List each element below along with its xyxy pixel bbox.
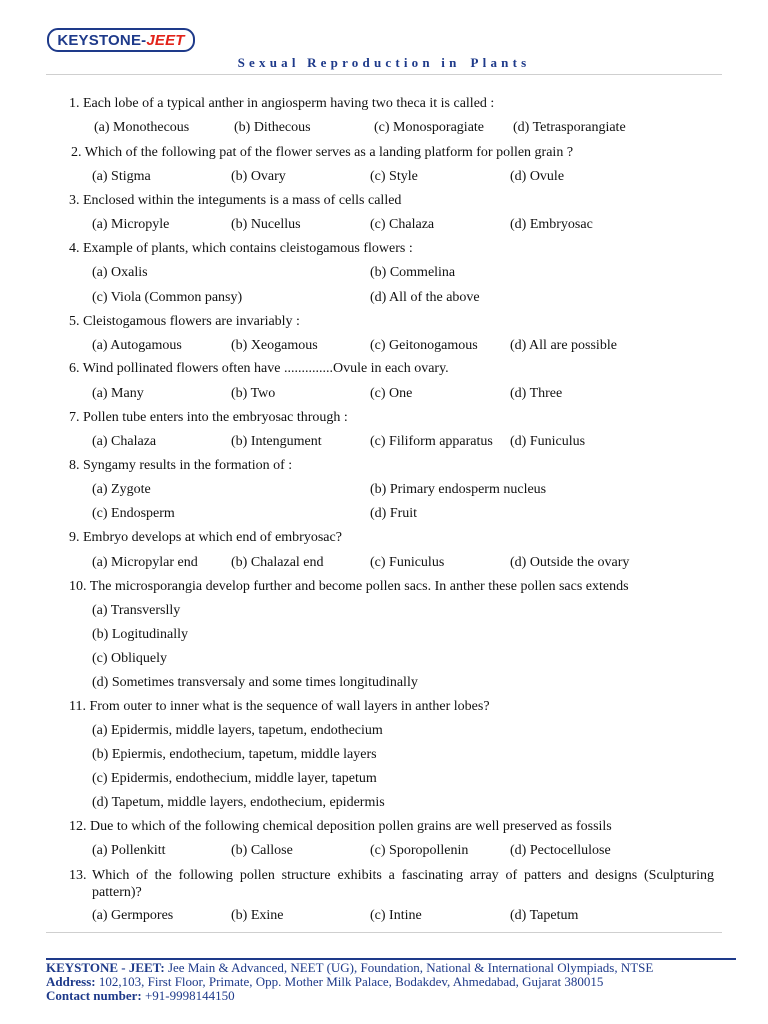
question-7: 7. Pollen tube enters into the embryosac through : [69,410,348,425]
option: (a) Chalaza [92,434,157,449]
question-6: 6. Wind pollinated flowers often have ..............Ovule in each ovary. [69,361,449,376]
question-2: 2. Which of the following pat of the flower serves as a landing platform for pollen grain ? [71,145,574,160]
title-part2: Plants [470,55,531,70]
content-divider [46,932,722,933]
options-q8-row1 [92,481,732,498]
question-11: 11. From outer to inner what is the sequence of wall layers in anther lobes? [69,699,490,714]
option: (a) Monothecous [94,120,190,135]
options-q1 [94,119,734,136]
option: (a) Pollenkitt [92,843,166,858]
option: (a) Zygote [92,482,151,497]
footer-contact-label: Contact number: [46,988,142,1003]
option: (b) Xeogamous [231,338,318,353]
option: (b) Exine [231,908,284,923]
option: (c) Endosperm [92,506,175,521]
options-q4-row2 [92,289,732,306]
logo-keystone: KEYSTONE [57,31,142,49]
question-10: 10. The microsporangia develop further and become pollen sacs. In anther these pollen sacs extends [69,579,629,594]
option: (d) Tapetum, middle layers, endothecium, epidermis [92,795,385,810]
keystone-jeet-logo [47,28,195,52]
options-q2 [92,168,732,185]
option: (c) Chalaza [370,217,435,232]
option: (d) All of the above [370,290,480,305]
footer [46,961,653,1003]
options-q13 [92,907,732,924]
option: (c) Filiform apparatus [370,434,493,449]
option: (c) Sporopollenin [370,843,469,858]
option: (c) Monosporagiate [374,120,485,135]
option: (c) Obliquely [92,651,168,666]
option: (d) Three [510,386,563,401]
option: (d) Embryosac [510,217,593,232]
page-title [0,55,768,71]
option: (d) Tetrasporangiate [513,120,626,135]
option: (b) Nucellus [231,217,301,232]
footer-line-3 [46,989,653,1003]
option: (a) Many [92,386,144,401]
option: (a) Germpores [92,908,174,923]
footer-brand-text: Jee Main & Advanced, NEET (UG), Foundation, National & International Olympiads, NTSE [164,960,654,975]
option: (c) One [370,386,413,401]
question-9: 9. Embryo develops at which end of embryosac? [69,530,342,545]
title-part1: Sexual Reproduction in [237,55,461,70]
question-1: 1. Each lobe of a typical anther in angiosperm having two theca it is called : [69,96,495,111]
option: (a) Epidermis, middle layers, tapetum, endothecium [92,723,383,738]
option: (d) Funiculus [510,434,586,449]
option: (d) Fruit [370,506,418,521]
option: (a) Oxalis [92,265,148,280]
option: (d) Ovule [510,169,565,184]
option: (c) Epidermis, endothecium, middle layer, tapetum [92,771,377,786]
footer-address-text: 102,103, First Floor, Primate, Opp. Mother Milk Palace, Bodakdev, Ahmedabad, Gujarat 380015 [95,974,604,989]
option: (d) Sometimes transversaly and some times longitudinally [92,675,418,690]
options-q7 [92,433,732,450]
footer-contact-text: +91-9998144150 [141,988,235,1003]
logo-jeet: JEET [146,31,185,49]
logo-dash: - [141,31,147,49]
question-13-number: 13. [69,868,87,883]
option: (b) Intengument [231,434,322,449]
options-q5 [92,337,732,354]
question-5: 5. Cleistogamous flowers are invariably : [69,314,300,329]
option: (c) Geitonogamous [370,338,478,353]
header-divider [46,74,722,75]
option: (b) Primary endosperm nucleus [370,482,547,497]
option: (b) Callose [231,843,293,858]
options-q6 [92,385,732,402]
option: (a) Micropylar end [92,555,198,570]
footer-address-label: Address: [46,974,96,989]
option: (c) Style [370,169,418,184]
option: (d) All are possible [510,338,617,353]
question-8: 8. Syngamy results in the formation of : [69,458,293,473]
option: (b) Chalazal end [231,555,324,570]
footer-line-2 [46,975,653,989]
option: (c) Funiculus [370,555,445,570]
option: (a) Micropyle [92,217,170,232]
option: (b) Logitudinally [92,627,189,642]
question-4: 4. Example of plants, which contains cleistogamous flowers : [69,241,413,256]
option: (a) Autogamous [92,338,182,353]
option: (c) Viola (Common pansy) [92,290,243,305]
options-q8-row2 [92,505,732,522]
option: (b) Ovary [231,169,286,184]
question-3: 3. Enclosed within the integuments is a mass of cells called [69,193,402,208]
option: (b) Commelina [370,265,456,280]
footer-line-1 [46,961,653,975]
question-12: 12. Due to which of the following chemical deposition pollen grains are well preserved as fossils [69,819,612,834]
options-q3 [92,216,732,233]
option: (c) Intine [370,908,422,923]
options-q4-row1 [92,264,732,281]
question-13: Which of the following pollen structure exhibits a fascinating array of patters and designs (Sculpturing pattern)? [92,868,714,900]
option: (d) Pectocellulose [510,843,611,858]
option: (d) Outside the ovary [510,555,630,570]
options-q12 [92,842,732,859]
option: (a) Stigma [92,169,151,184]
option: (b) Epiermis, endothecium, tapetum, middle layers [92,747,377,762]
option: (a) Transverslly [92,603,181,618]
option: (d) Tapetum [510,908,579,923]
options-q9 [92,554,732,571]
option: (b) Two [231,386,276,401]
footer-brand-label: KEYSTONE - JEET: [46,960,165,975]
option: (b) Dithecous [234,120,311,135]
